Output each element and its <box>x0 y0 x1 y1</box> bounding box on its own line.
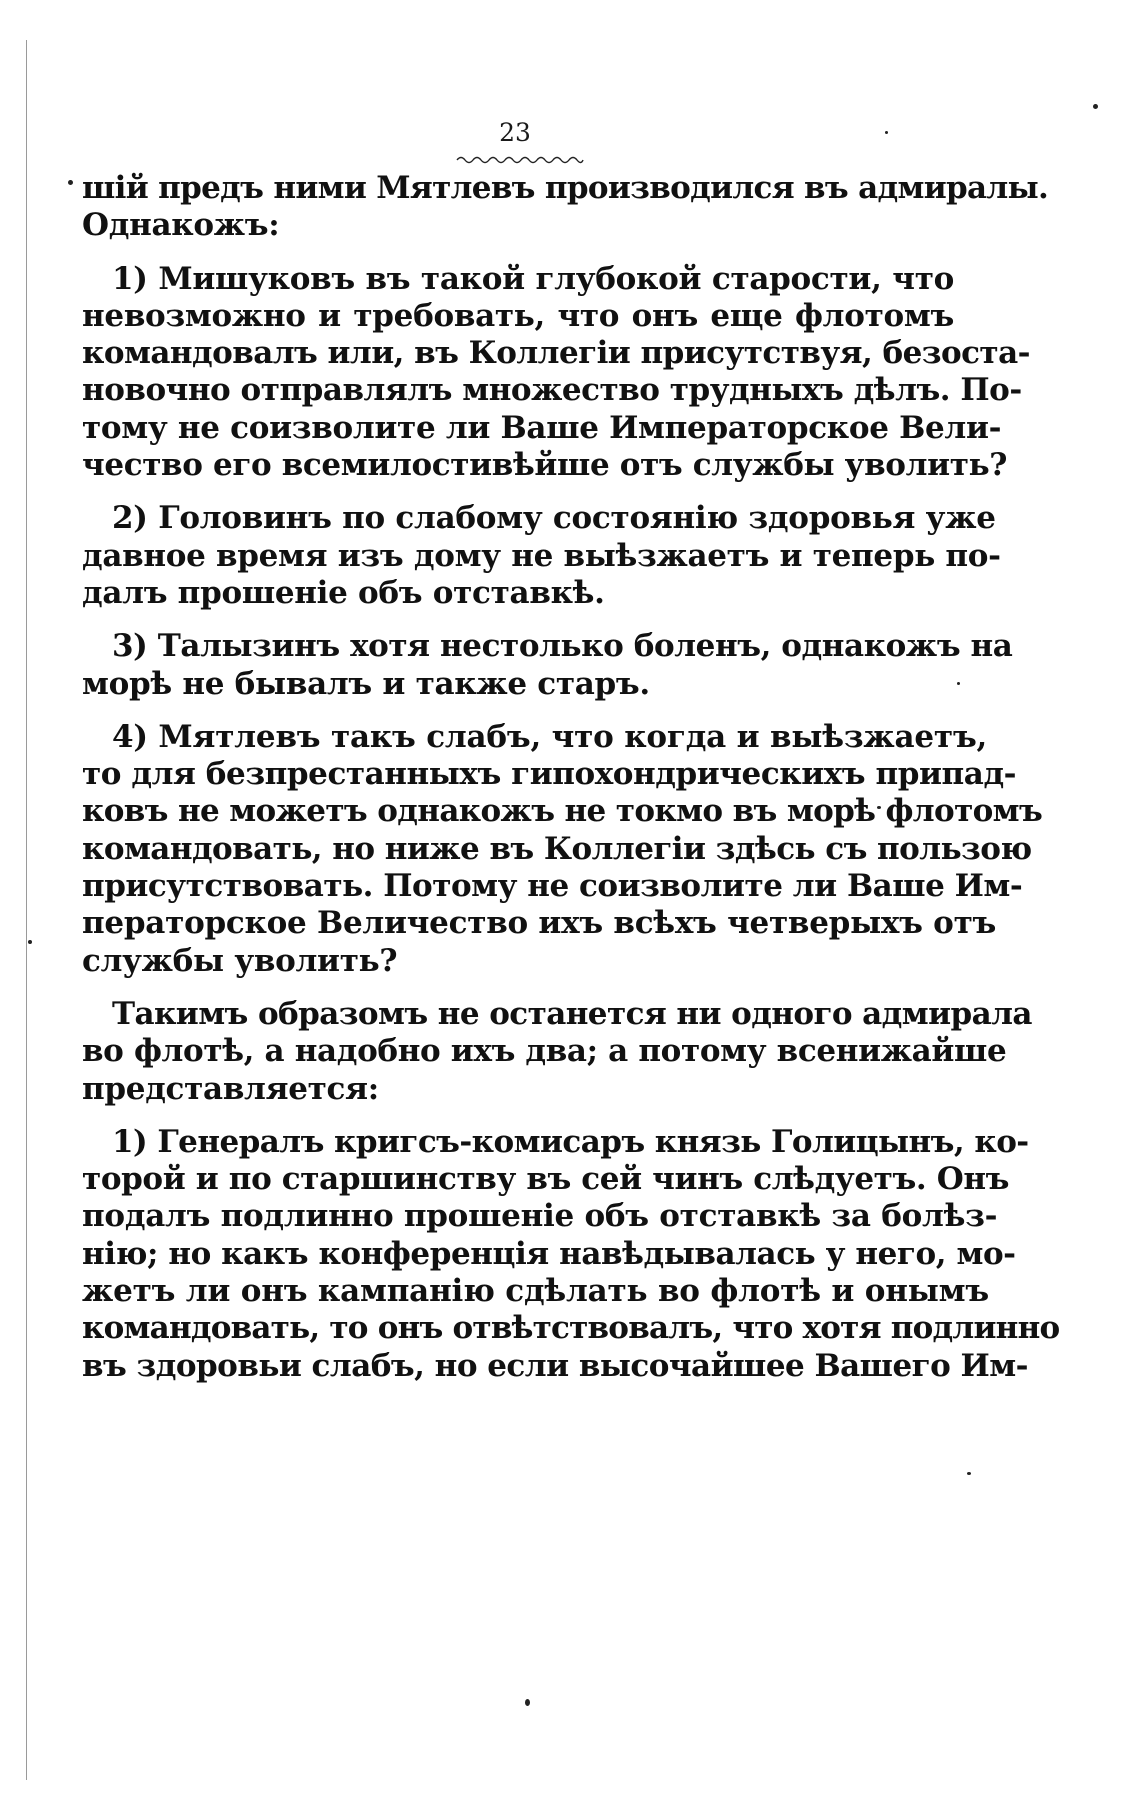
paragraph <box>82 718 1043 980</box>
print-speck <box>525 1699 530 1706</box>
ornament-divider <box>455 152 585 166</box>
text-line: 2) Головинъ по слабому состоянію здоровья уже <box>112 500 996 537</box>
text-line: 1) Генералъ кригсъ-комисаръ князь Голицынъ, ко- <box>112 1123 1029 1160</box>
body-text <box>82 170 1060 1385</box>
text-line: ковъ не можетъ однакожъ не токмо въ морѣ флотомъ <box>82 793 1043 830</box>
text-line: то для безпрестанныхъ гипохондрическихъ припад- <box>82 756 1017 793</box>
text-line: командовать, то онъ отвѣтствовалъ, что хотя подлинно <box>82 1310 1060 1347</box>
paragraph <box>82 628 1013 703</box>
text-line: службы уволить? <box>82 942 398 979</box>
text-line: чество его всемилостивѣйше отъ службы уволить? <box>82 447 1008 484</box>
paragraph <box>82 260 1030 485</box>
text-line: давное время изъ дому не выѣзжаетъ и теперь по- <box>82 537 1001 574</box>
paragraph <box>82 1123 1060 1385</box>
print-speck <box>957 682 960 685</box>
text-line: жетъ ли онъ кампанію сдѣлать во флотѣ и онымъ <box>82 1273 989 1310</box>
text-line: ператорское Величество ихъ всѣхъ четверыхъ отъ <box>82 905 997 942</box>
text-line: торой и по старшинству въ сей чинъ слѣдуетъ. Онъ <box>82 1161 1010 1198</box>
page-gutter-edge <box>26 40 27 1780</box>
print-speck <box>967 1472 971 1475</box>
text-line: подалъ подлинно прошеніе объ отставкѣ за болѣз- <box>82 1198 998 1235</box>
text-line: во флотѣ, а надобно ихъ два; а потому всенижайше <box>82 1033 1007 1070</box>
text-line: 1) Мишуковъ въ такой глубокой старости, что <box>112 260 954 297</box>
print-speck <box>1093 104 1098 109</box>
text-line: нію; но какъ конференція навѣдывалась у него, мо- <box>82 1235 1016 1272</box>
text-line: въ здоровьи слабъ, но если высочайшее Вашего Им- <box>82 1347 1029 1384</box>
print-speck <box>68 180 73 185</box>
text-line: присутствовать. Потому не соизволите ли Ваше Им- <box>82 868 1023 905</box>
text-line: Однакожъ: <box>82 207 280 244</box>
text-line: новочно отправлялъ множество трудныхъ дѣлъ. По- <box>82 372 1022 409</box>
text-line: Такимъ образомъ не останется ни одного адмирала <box>112 995 1032 1032</box>
print-speck <box>28 940 32 944</box>
text-line: командовать, но ниже въ Коллегіи здѣсь съ пользою <box>82 830 1032 867</box>
text-line: 3) Талызинъ хотя нестолько боленъ, однакожъ на <box>112 628 1013 665</box>
text-line: тому не соизволите ли Ваше Императорское Вели- <box>82 409 1002 446</box>
text-line: невозможно и требовать, что онъ еще флотомъ <box>82 297 954 334</box>
paragraph <box>82 500 1001 612</box>
paragraph <box>82 995 1032 1108</box>
text-line: шій предъ ними Мятлевъ производился въ адмиралы. <box>82 170 1049 206</box>
page-number: 23 <box>499 118 531 147</box>
paragraph <box>82 170 1049 245</box>
text-line: 4) Мятлевъ такъ слабъ, что когда и выѣзжаетъ, <box>112 718 988 755</box>
text-line: далъ прошеніе объ отставкѣ. <box>82 574 605 611</box>
text-line: представляется: <box>82 1070 379 1107</box>
text-line: командовалъ или, въ Коллегіи присутствуя, безоста- <box>82 335 1030 372</box>
text-line: морѣ не бывалъ и также старъ. <box>82 665 650 702</box>
